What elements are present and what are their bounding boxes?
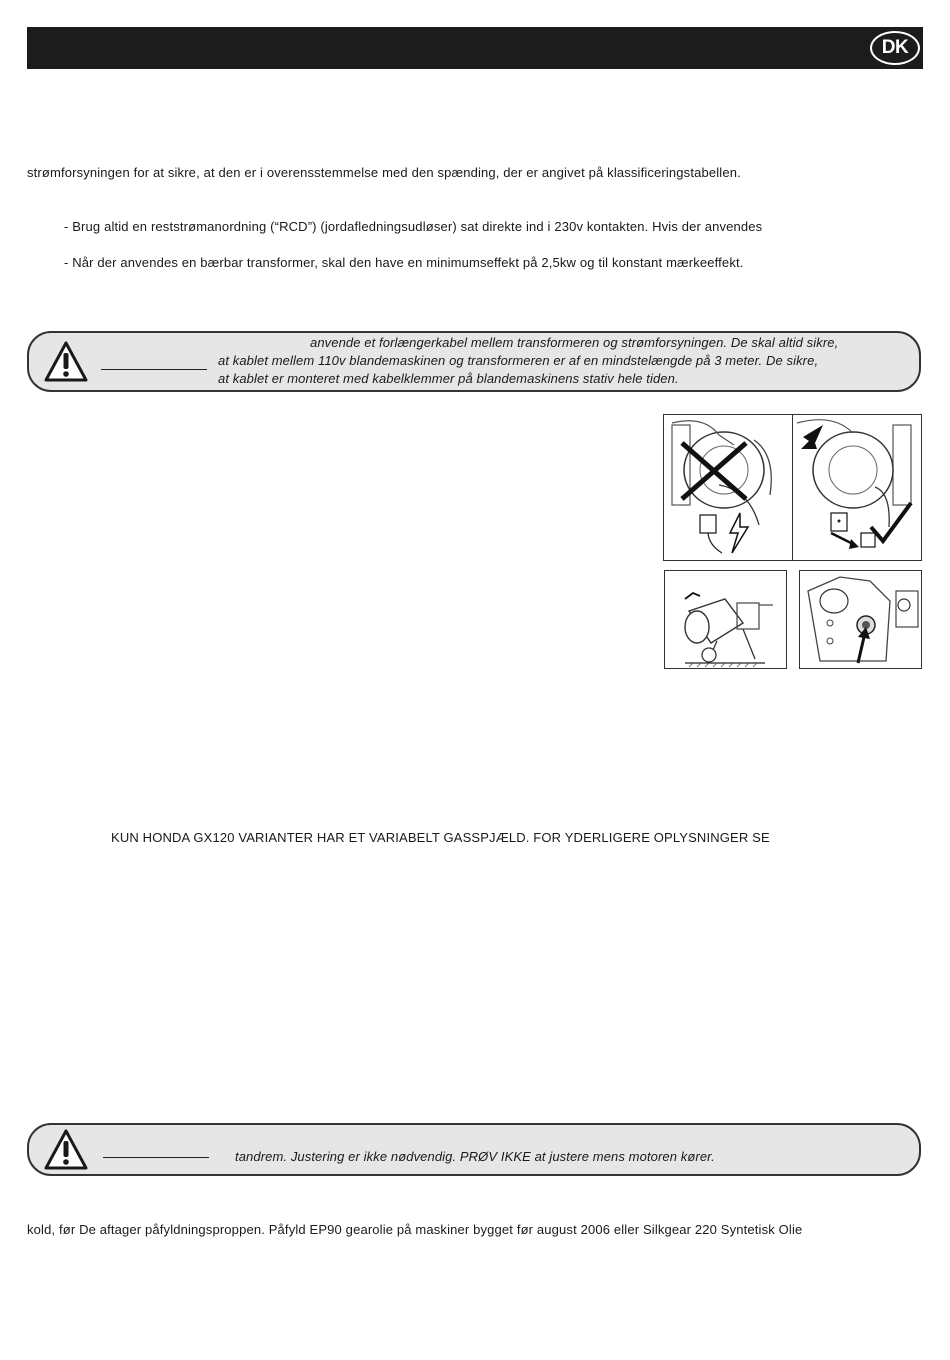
- warning-heading-rule: [103, 1157, 209, 1158]
- mixer-upright-illustration: [665, 571, 786, 668]
- language-badge: DK: [870, 31, 920, 65]
- motor-reset-button-illustration: [800, 571, 921, 668]
- figure-reset-button: [799, 570, 922, 669]
- exclamation-triangle-icon: [43, 340, 89, 384]
- header-bar: [27, 27, 923, 69]
- paragraph-gear-oil: kold, før De aftager påfyldningsproppen. Påfyld EP90 gearolie på maskiner bygget før august 2006 eller Silkgear 220 Syntetisk Olie: [27, 1222, 803, 1237]
- figure-mixer-upright: [664, 570, 787, 669]
- wrong-unplug-illustration: [664, 415, 792, 560]
- warning-line-3: at kablet er monteret med kabelklemmer på blandemaskinens stativ hele tiden.: [218, 371, 679, 386]
- correct-unplug-illustration: [793, 415, 921, 560]
- warning-line-2: at kablet mellem 110v blandemaskinen og transformeren er af en mindstelængde på 3 meter. De sikre,: [218, 353, 819, 368]
- paragraph-transformer: - Når der anvendes en bærbar transformer, skal den have en minimumseffekt på 2,5kw og til konstant mærkeeffekt.: [64, 255, 744, 270]
- figure-correct-unplug: [792, 414, 922, 561]
- paragraph-rcd: - Brug altid en reststrømanordning (“RCD”) (jordafledningsudløser) sat direkte ind i 230v kontakten. Hvis der anvendes: [64, 219, 763, 234]
- warning-box-belt-adjustment: [27, 1123, 921, 1176]
- paragraph-honda-throttle: KUN HONDA GX120 VARIANTER HAR ET VARIABELT GASSPJÆLD. FOR YDERLIGERE OPLYSNINGER SE: [111, 830, 770, 845]
- warning-heading-rule: [101, 369, 207, 370]
- warning-belt-text: tandrem. Justering er ikke nødvendig. PRØV IKKE at justere mens motoren kører.: [235, 1149, 715, 1164]
- warning-line-1: anvende et forlængerkabel mellem transformeren og strømforsyningen. De skal altid sikre,: [310, 335, 839, 350]
- figure-wrong-unplug: [663, 414, 793, 561]
- paragraph-voltage-check: strømforsyningen for at sikre, at den er i overensstemmelse med den spænding, der er angivet på klassificeringstabellen.: [27, 165, 741, 180]
- warning-box-extension-cable: [27, 331, 921, 392]
- exclamation-triangle-icon: [43, 1128, 89, 1172]
